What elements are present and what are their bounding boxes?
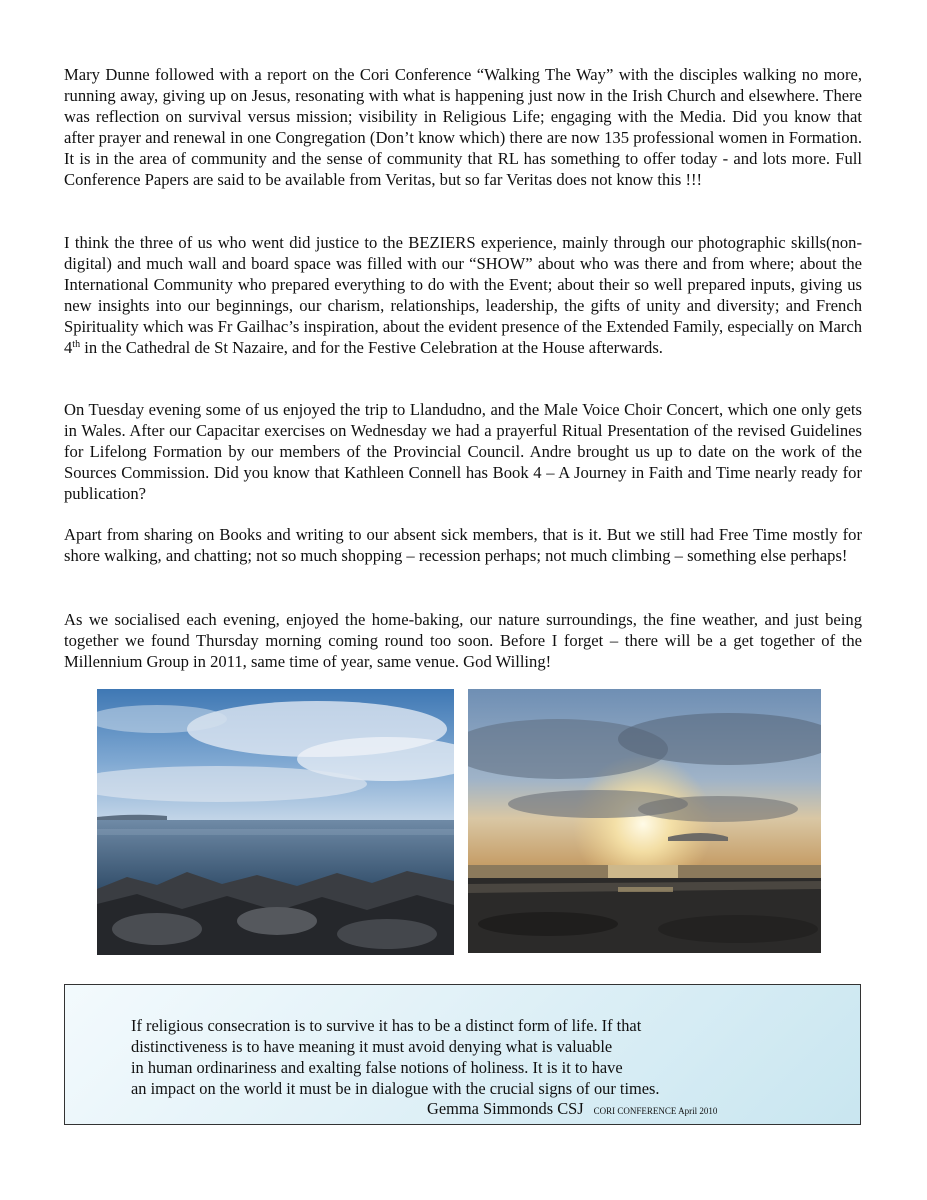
paragraph-socialising: As we socialised each evening, enjoyed the home-baking, our nature surroundings, the fine weather, and just being together we found Thursday morning coming round too soon. Before I forget – there will be a get together of the Millennium Group in 2011, same time of year, same venue. God Willing! (64, 610, 862, 671)
paragraph-llandudno: On Tuesday evening some of us enjoyed the trip to Llandudno, and the Male Voice Choir Concert, which one only gets in Wales. After our Capacitar exercises on Wednesday we had a prayerful Ritual Presentation of the revised Guidelines for Lifelong Formation by our members of the Provincial Council. Andre brought us up to date on the work of the Sources Commission. Did you know that Kathleen Connell has Book 4 – A Journey in Faith and Time nearly ready for publication? (64, 400, 862, 503)
paragraph-beziers (64, 232, 862, 358)
superscript-th: th (72, 339, 81, 350)
quote-author: Gemma Simmonds CSJ (427, 1099, 584, 1118)
quote-line: If religious consecration is to survive it has to be a distinct form of life. If that (131, 1016, 642, 1035)
paragraph-beziers-text: I think the three of us who went did justice to the BEZIERS experience, mainly through our photographic skills(non-digital) and much wall and board space was filled with our “SHOW” about who was there and from where; about the International Community who prepared everything to do with the Event; about their so well prepared inputs, giving us new insights into our beginnings, our charism, relationships, leadership, the gifts of unity and diversity; and French Spirituality which was Fr Gailhac’s inspiration, about the evident presence of the Extended Family, especially on March 4 (64, 233, 862, 357)
quote-source: CORI CONFERENCE April 2010 (593, 1106, 718, 1116)
paragraph-beziers-text-end: in the Cathedral de St Nazaire, and for the Festive Celebration at the House afterwards. (80, 338, 663, 357)
quote-box (64, 984, 861, 1125)
quote-line: distinctiveness is to have meaning it must avoid denying what is valuable (131, 1037, 613, 1056)
sunset-image (468, 689, 821, 953)
paragraph-free-time: Apart from sharing on Books and writing to our absent sick members, that is it. But we still had Free Time mostly for shore walking, and chatting; not so much shopping – recession perhaps; not much climbing – something else perhaps! (64, 525, 862, 565)
quote-line: an impact on the world it must be in dialogue with the crucial signs of our times. (131, 1079, 660, 1098)
quote-attribution (427, 1099, 717, 1119)
sea-rocks-image (97, 689, 454, 955)
paragraph-cori-conference: Mary Dunne followed with a report on the Cori Conference “Walking The Way” with the disciples walking no more, running away, giving up on Jesus, resonating with what is happening just now in the Irish Church and elsewhere. There was reflection on survival versus mission; visibility in Religious Life; engaging with the Media. Did you know that after prayer and renewal in one Congregation (Don’t know which) there are now 135 professional women in Formation. It is in the area of community and the sense of community that RL has something to offer today - and lots more. Full Conference Papers are said to be available from Veritas, but so far Veritas does not know this !!! (64, 65, 862, 189)
photo-sea-with-rocks (97, 689, 454, 955)
photo-sunset-beach (468, 689, 821, 953)
quote-line: in human ordinariness and exalting false notions of holiness. It is it to have (131, 1058, 623, 1077)
